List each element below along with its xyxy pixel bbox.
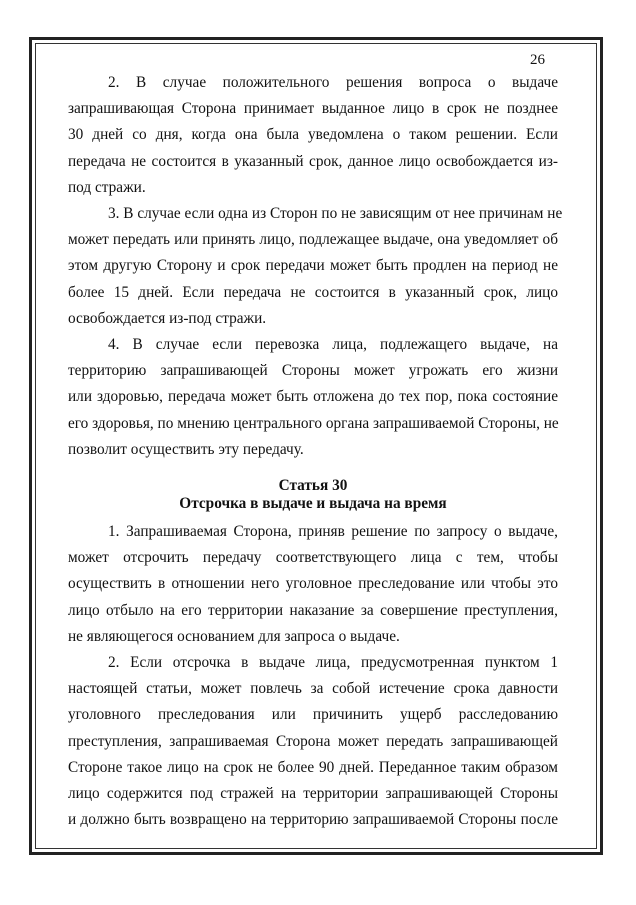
paragraph-article30-1 [68, 519, 558, 650]
text-line: или здоровью, передача может быть отложена до тех пор, пока состояние [68, 388, 558, 406]
text-line: 3. В случае если одна из Сторон по не зависящим от нее причинам не [108, 205, 563, 223]
article-number-heading: Статья 30 [278, 477, 348, 495]
paragraph-2-transfer-deadline [68, 70, 558, 201]
text-line: лицо содержится под стражей на территории запрашивающей Стороны [68, 785, 558, 803]
text-line: уголовного преследования или причинить ущерб расследованию [68, 706, 558, 724]
text-line: территорию запрашивающей Стороны может угрожать его жизни [68, 362, 558, 380]
page-number: 26 [530, 52, 545, 68]
paragraph-4-health-postponement [68, 332, 558, 463]
article-title-heading: Отсрочка в выдаче и выдача на время [179, 495, 447, 513]
paragraph-article30-2 [68, 650, 558, 833]
text-line: может передать или принять лицо, подлежащее выдаче, она уведомляет об [68, 231, 558, 249]
text-line: освобождается из-под стражи. [68, 309, 267, 327]
text-line: 4. В случае если перевозка лица, подлежащего выдаче, на [108, 336, 558, 354]
text-line: 1. Запрашиваемая Сторона, приняв решение по запросу о выдаче, [108, 523, 558, 541]
paragraph-3-transfer-extension [68, 201, 563, 332]
text-line: настоящей статьи, может повлечь за собой истечение срока давности [68, 680, 558, 698]
text-line: 30 дней со дня, когда она была уведомлена о таком решении. Если [68, 126, 558, 144]
text-line: может отсрочить передачу соответствующего лица с тем, чтобы [68, 549, 558, 567]
text-line: более 15 дней. Если передача не состоится в указанный срок, лицо [68, 283, 558, 301]
text-line: не являющегося основанием для запроса о выдаче. [68, 627, 400, 645]
text-line: лицо отбыло на его территории наказание за совершение преступления, [68, 601, 558, 619]
text-line: 2. В случае положительного решения вопроса о выдаче [108, 74, 558, 91]
text-line: и должно быть возвращено на территорию запрашиваемой Стороны после [68, 811, 558, 829]
text-line: его здоровья, по мнению центрального органа запрашиваемой Стороны, не [68, 414, 559, 432]
text-line: передача не состоится в указанный срок, данное лицо освобождается из- [68, 152, 558, 170]
text-line: преступления, запрашиваемая Сторона может передать запрашивающей [68, 732, 558, 750]
document-body [68, 70, 563, 833]
text-line: Стороне такое лицо на срок не более 90 дней. Переданное таким образом [68, 758, 558, 776]
text-line: 2. Если отсрочка в выдаче лица, предусмотренная пунктом 1 [108, 654, 558, 672]
text-line: позволит осуществить эту передачу. [68, 440, 304, 458]
text-line: запрашивающая Сторона принимает выданное лицо в срок не позднее [68, 100, 558, 118]
text-line: этом другую Сторону и срок передачи может быть продлен на период не [68, 257, 558, 275]
text-line: под стражи. [68, 178, 146, 196]
text-line: осуществить в отношении него уголовное преследование или чтобы это [68, 575, 558, 593]
